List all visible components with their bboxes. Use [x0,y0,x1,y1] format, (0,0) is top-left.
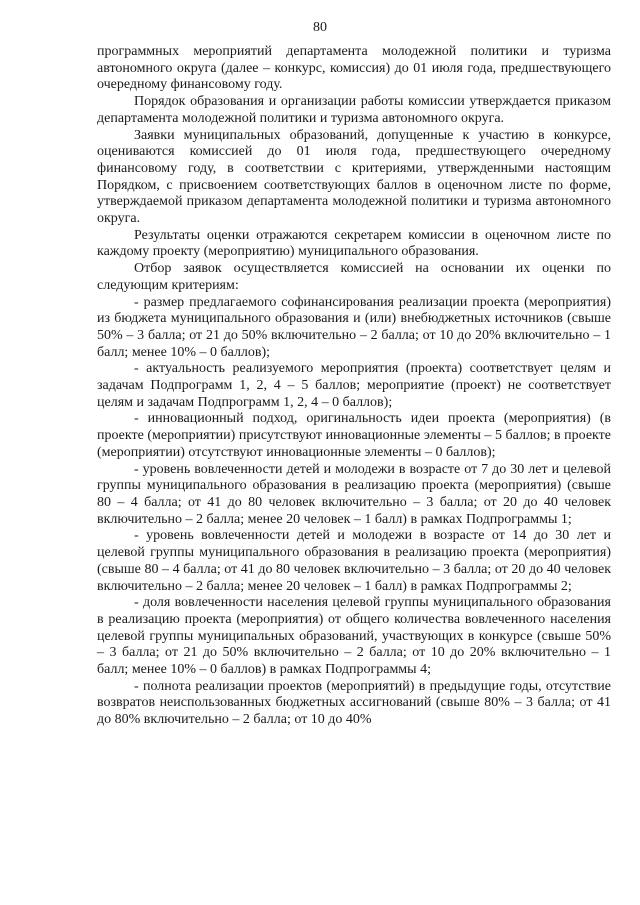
paragraph-2: Порядок образования и организации работы комиссии утверждается приказом департамента молодежной политики и туризма автономного округа. [97,94,611,126]
paragraph-4: Результаты оценки отражаются секретарем комиссии в оценочном листе по каждому проекту (мероприятию) муниципального образования. [97,227,611,260]
paragraph-3: Заявки муниципальных образований, допущенные к участию в конкурсе, оцениваются комиссией до 01 июля года, предшествующего очередному финансовому году, в соответствии с критериями, утвержденными настоящим Порядком, с присвоением соответствующих баллов в оценочном листе по форме, утверждаемой приказом департамента молодежной политики и туризма автономного округа. [97,127,611,227]
criterion-completeness: - полнота реализации проектов (мероприятий) в предыдущие годы, отсутствие возвратов неиспользованных бюджетных ассигнований (свыше 80% – 3 балла; от 41 до 80% включительно – 2 балла; от 10 до 40% [97,678,611,728]
paragraph-1: программных мероприятий департамента молодежной политики и туризма автономного округа (далее – конкурс, комиссия) до 01 июля года, предшествующего очередному финансовому году. [97,44,611,93]
criterion-innovation: - инновационный подход, оригинальность идеи проекта (мероприятия) (в проекте (мероприятии) присутствуют инновационные элементы – 5 баллов; в проекте (мероприятии) отсутствуют инновационные элементы – 0 баллов); [97,411,611,460]
page-number: 80 [313,20,327,35]
document-body [97,44,611,729]
criterion-cofinancing: - размер предлагаемого софинансирования реализации проекта (мероприятия) из бюджета муниципального образования и (или) внебюджетных источников (свыше 50% – 3 балла; от 21 до 50% включительно – 2 балла; от 10 до 20% включительно – 1 балл; менее 10% – 0 баллов); [97,294,611,360]
criterion-involvement-14-30: - уровень вовлеченности детей и молодежи в возрасте от 14 до 30 лет и целевой группы муниципального образования в реализацию проекта (мероприятия) (свыше 80 – 4 балла; от 41 до 80 человек включительно – 3 балла; от 20 до 40 человек включительно – 2 балла; менее 20 человек – 1 балл) в рамках Подпрограммы 2; [97,528,611,594]
criterion-relevance: - актуальность реализуемого мероприятия (проекта) соответствует целям и задачам Подпрограмм 1, 2, 4 – 5 баллов; мероприятие (проект) не соответствует целям и задачам Подпрограмм 1, 2, 4 – 0 баллов); [97,361,611,410]
criterion-involvement-7-30: - уровень вовлеченности детей и молодежи в возрасте от 7 до 30 лет и целевой группы муниципального образования в реализацию проекта (мероприятия) (свыше 80 – 4 балла; от 41 до 80 человек включительно – 3 балла; от 20 до 40 человек включительно – 2 балла; менее 20 человек – 1 балл) в рамках Подпрограммы 1; [97,461,611,527]
paragraph-5: Отбор заявок осуществляется комиссией на основании их оценки по следующим критериям: [97,261,611,293]
criterion-population-share: - доля вовлеченности населения целевой группы муниципального образования в реализацию проекта (мероприятия) от общего количества вовлеченного населения целевой группы муниципальных образований, участвующих в конкурсе (свыше 50% – 3 балла; от 21 до 50% включительно – 2 балла; от 10 до 20% включительно – 1 балл; менее 10% – 0 баллов) в рамках Подпрограммы 4; [97,595,611,678]
